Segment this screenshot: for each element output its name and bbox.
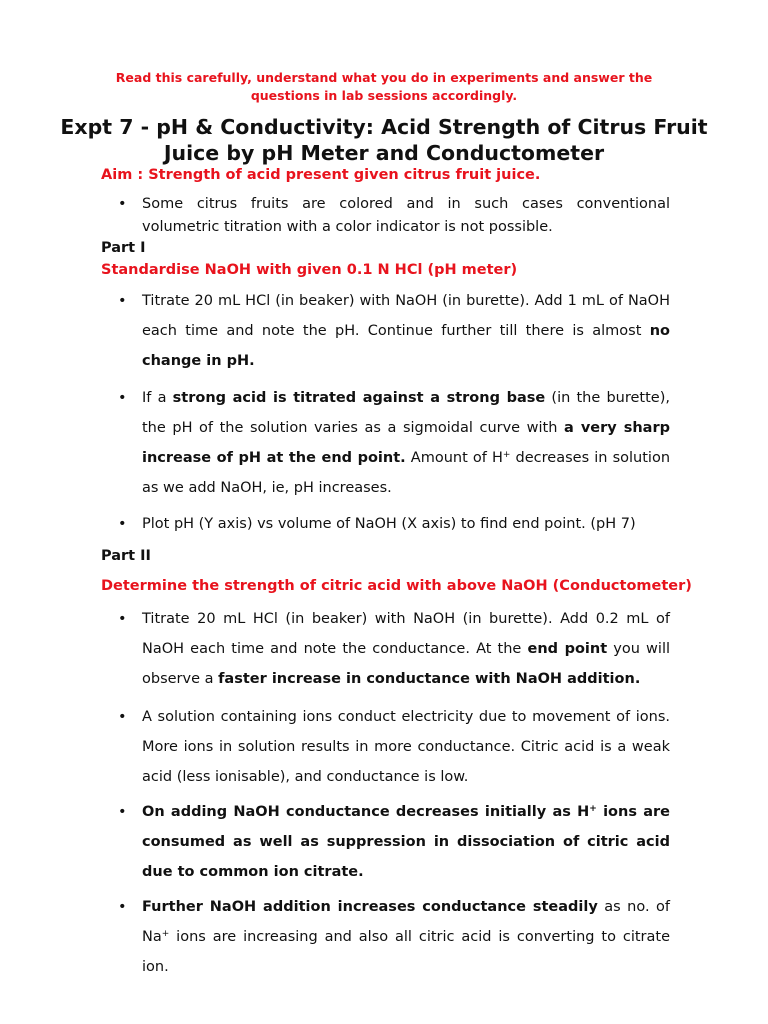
part1-heading: Standardise NaOH with given 0.1 N HCl (pH meter)	[101, 262, 518, 278]
part2-bullet-4-text: as no. of Na	[142, 899, 670, 945]
part1-bullet-2-bold: a very sharp increase of pH at the end point.	[142, 420, 670, 466]
notice-text: Read this carefully, understand what you do in experiments and answer the questions in lab sessions accordingly.	[115, 70, 653, 103]
part2-bullet-4-bold: Further NaOH addition increases conductance steadily	[142, 899, 598, 915]
part2-bullet-1-text: Titrate 20 mL HCl (in beaker) with NaOH (in burette). Add 0.2 mL of NaOH each time and note the conductance. At the	[142, 611, 670, 657]
part2-label: Part II	[101, 548, 151, 564]
superscript-plus: +	[502, 450, 511, 460]
part1-bullet-1-bold: no change in pH.	[142, 323, 670, 369]
bullet-marker: •	[118, 516, 127, 532]
part1-bullet-2-text: If a	[142, 390, 173, 406]
part1-bullet-3-text: Plot pH (Y axis) vs volume of NaOH (X axis) to find end point. (pH 7)	[142, 516, 636, 532]
intro-bullet	[120, 193, 670, 239]
part2-bullet-3	[120, 797, 670, 887]
bullet-marker: •	[118, 804, 127, 820]
part1-label: Part I	[101, 240, 146, 256]
bullet-marker: •	[118, 709, 127, 725]
aim-heading: Aim : Strength of acid present given citrus fruit juice.	[101, 167, 541, 183]
bullet-marker: •	[118, 196, 127, 212]
part1-bullet-1-text: Titrate 20 mL HCl (in beaker) with NaOH (in burette). Add 1 mL of NaOH each time and note the pH. Continue further till there is almost	[142, 293, 670, 339]
part1-bullet-2-bold: strong acid is titrated against a strong base	[172, 390, 546, 406]
part2-bullet-2	[120, 702, 670, 792]
part2-bullet-1	[120, 604, 670, 694]
part2-bullet-4-text: ions are increasing and also all citric acid is converting to citrate ion.	[142, 929, 670, 975]
bullet-marker: •	[118, 390, 127, 406]
part2-bullet-1-text: you will observe a	[142, 641, 670, 687]
part1-bullet-2-text: decreases in solution as we add NaOH, ie, pH increases.	[142, 450, 671, 496]
part1-bullet-2-text: Amount of H	[405, 450, 503, 466]
part2-bullet-2-text: A solution containing ions conduct electricity due to movement of ions. More ions in solution results in more conductance. Citric acid is a weak acid (less ionisable), and conductance is low.	[142, 709, 670, 785]
part1-bullet-1	[120, 286, 670, 376]
part1-bullet-3	[120, 509, 670, 539]
bullet-marker: •	[118, 899, 127, 915]
part2-bullet-4	[120, 892, 670, 982]
bullet-marker: •	[118, 611, 127, 627]
part2-bullet-1-bold: faster increase in conductance with NaOH addition.	[218, 671, 641, 687]
page-title: Expt 7 - pH & Conductivity: Acid Strength of Citrus Fruit Juice by pH Meter and Conductometer	[60, 115, 708, 165]
superscript-plus: +	[589, 804, 597, 814]
part1-bullet-2	[120, 383, 670, 503]
part2-bullet-3-bold: On adding NaOH conductance decreases initially as H	[142, 804, 590, 820]
part2-bullet-1-bold: end point	[527, 641, 608, 657]
part2-heading: Determine the strength of citric acid with above NaOH (Conductometer)	[101, 578, 692, 594]
part2-bullet-3-bold: ions are consumed as well as suppression in dissociation of citric acid due to common ion citrate.	[142, 804, 670, 880]
part1-bullet-2-text: (in the burette), the pH of the solution varies as a sigmoidal curve with	[142, 390, 670, 436]
superscript-plus: +	[161, 929, 170, 939]
intro-bullet-text: Some citrus fruits are colored and in such cases conventional volumetric titration with a color indicator is not possible.	[142, 196, 670, 235]
bullet-marker: •	[118, 293, 127, 309]
